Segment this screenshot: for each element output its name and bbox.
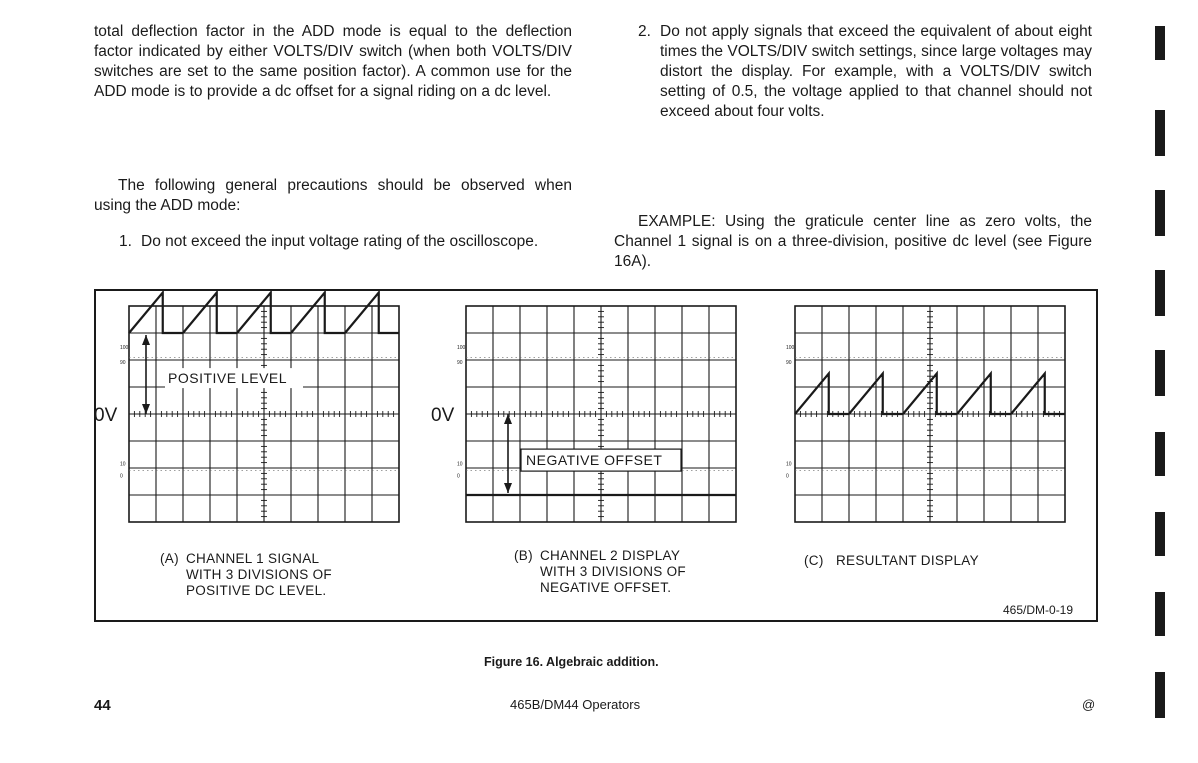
graticule-percent-label: 90 [457,360,463,367]
item-text: Do not apply signals that exceed the equivalent of about eight times the VOLTS/DIV switch settings, since large voltages may distort the display. For example, with a VOLTS/DIV switch setting of 0.5, the voltage applied to that channel should not exceed about four volts. [660,23,1092,120]
arrow-head [142,404,150,414]
zero-volt-label: 0V [94,405,118,426]
revision-bar [1155,592,1165,636]
publisher-mark: @ [1082,697,1096,712]
manual-title: 465B/DM44 Operators [510,697,641,712]
example-paragraph: EXAMPLE: Using the graticule center line as zero volts, the Channel 1 signal is on a three-division, positive dc level (see Figure 16A). [614,213,1092,270]
graticule-percent-label: 100 [120,345,129,352]
revision-bar [1155,350,1165,396]
revision-bar [1155,270,1165,316]
caption-letter: (A) [160,551,179,566]
caption-line: CHANNEL 1 SIGNAL [186,551,320,566]
graticule-percent-label: 0 [786,473,789,480]
revision-bar [1155,190,1165,236]
caption-line: POSITIVE DC LEVEL. [186,583,327,598]
caption-line: WITH 3 DIVISIONS OF [540,564,686,579]
body-paragraph-precautions: The following general precautions should be observed when using the ADD mode: [94,177,572,214]
revision-bar [1155,432,1165,476]
annotation-label: POSITIVE LEVEL [168,370,288,387]
revision-bar [1155,26,1165,60]
graticule-percent-label: 10 [120,461,126,468]
graticule-percent-label: 90 [120,360,126,367]
revision-bar [1155,110,1165,156]
revision-bar [1155,512,1165,556]
item-number: 2. [638,23,651,40]
caption-line: CHANNEL 2 DISPLAY [540,548,681,563]
caption-line: RESULTANT DISPLAY [836,553,979,568]
zero-volt-label: 0V [431,405,455,426]
arrow-head [504,483,512,493]
graticule-percent-label: 100 [457,345,466,352]
annotation-label: NEGATIVE OFFSET [526,452,663,469]
graticule-percent-label: 0 [120,473,123,480]
figure-title: Figure 16. Algebraic addition. [484,655,659,669]
graticule-percent-label: 10 [457,461,463,468]
graticule-percent-label: 90 [786,360,792,367]
item-number: 1. [119,233,132,250]
graticule-percent-label: 0 [457,473,460,480]
graticule-panel [431,306,736,522]
graticule-panel [786,306,1065,522]
page-number: 44 [94,697,111,714]
body-paragraph-add-mode: total deflection factor in the ADD mode is equal to the deflection factor indicated by either VOLTS/DIV switch (when both VOLTS/DIV switches are set to the same position factor). A common use for the ADD mode is to provide a dc offset for a signal riding on a dc level. [94,23,572,100]
revision-bar [1155,672,1165,718]
arrow-head [504,414,512,424]
graticule-percent-label: 100 [786,345,795,352]
caption-letter: (C) [804,553,824,568]
graticule-panel [94,293,399,523]
caption-line: WITH 3 DIVISIONS OF [186,567,332,582]
graticule-percent-label: 10 [786,461,792,468]
item-text: Do not exceed the input voltage rating of the oscilloscope. [141,233,539,250]
caption-line: NEGATIVE OFFSET. [540,580,672,595]
arrow-head [142,335,150,345]
caption-letter: (B) [514,548,533,563]
figure-id: 465/DM-0-19 [1003,603,1074,617]
